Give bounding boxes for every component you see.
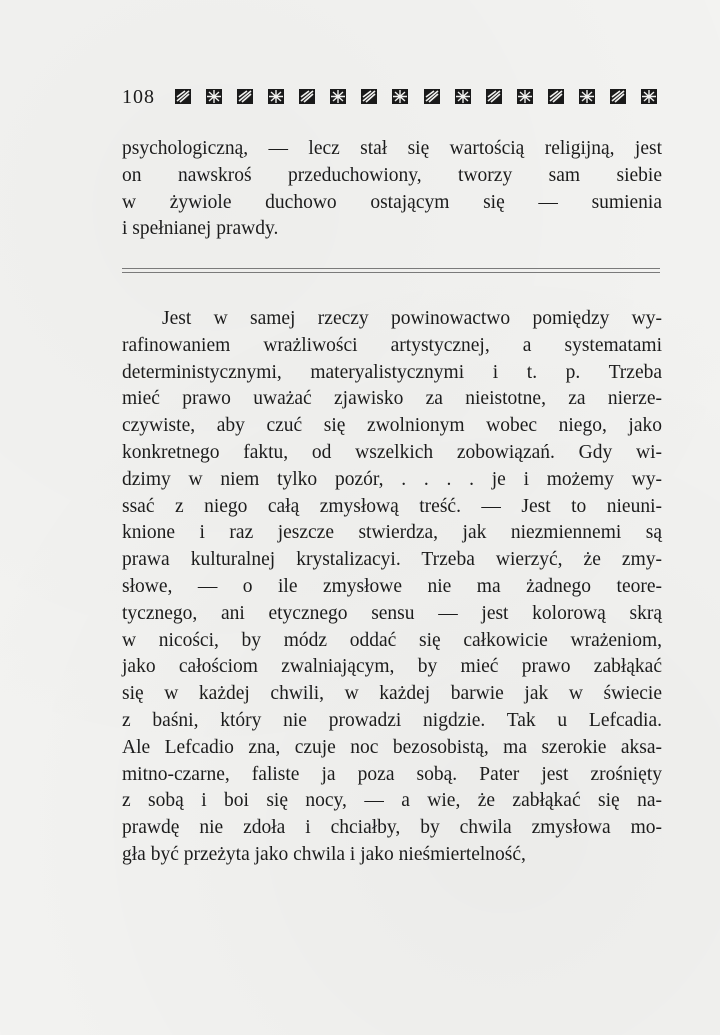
text-line: dzimy w niem tylko pozór, . . . . je i możemy wy- bbox=[122, 468, 662, 490]
ornament-icon bbox=[236, 88, 254, 105]
header-ornament-band bbox=[174, 86, 658, 106]
ornament-icon bbox=[485, 88, 503, 105]
ornament-icon bbox=[640, 88, 658, 105]
text-line: z baśni, który nie prowadzi nigdzie. Tak u Lefcadia. bbox=[122, 709, 662, 731]
text-line: jako całościom zwalniającym, by mieć prawo zabłąkać bbox=[122, 656, 662, 678]
text-line: on nawskroś przeduchowiony, tworzy sam siebie bbox=[122, 164, 662, 186]
text-line: słowe, — o ile zmysłowe nie ma żadnego teore- bbox=[122, 575, 662, 597]
text-line: konkretnego faktu, od wszelkich zobowiązań. Gdy wi- bbox=[122, 441, 662, 463]
ornament-icon bbox=[547, 88, 565, 105]
ornament-icon bbox=[298, 88, 316, 105]
text-line: prawdę nie zdoła i chciałby, by chwila zmysłowa mo- bbox=[122, 817, 662, 839]
text-line: i spełnianej prawdy. bbox=[122, 218, 279, 240]
text-line: psychologiczną, — lecz stał się wartością religijną, jest bbox=[122, 138, 662, 159]
text-line: knione i raz jeszcze stwierdza, jak niezmiennemi są bbox=[122, 522, 662, 544]
text-line: z sobą i boi się nocy, — a wie, że zabłąkać się na- bbox=[122, 790, 662, 812]
text-line: prawa kulturalnej krystalizacyi. Trzeba wierzyć, że zmy- bbox=[122, 549, 662, 571]
ornament-icon bbox=[205, 88, 223, 105]
ornament-icon bbox=[174, 88, 192, 105]
text-line: mitno-czarne, faliste ja poza sobą. Pater jest zrośnięty bbox=[122, 763, 662, 785]
body-paragraph bbox=[122, 306, 662, 869]
ornament-icon bbox=[578, 88, 596, 105]
text-line: w nicości, by módz oddać się całkowicie wrażeniom, bbox=[122, 629, 662, 651]
ornament-icon bbox=[423, 88, 441, 105]
text-line: Jest w samej rzeczy powinowactwo pomiędzy wy- bbox=[162, 308, 662, 329]
ornament-icon bbox=[454, 88, 472, 105]
ornament-icon bbox=[391, 88, 409, 105]
text-line: rafinowaniem wrażliwości artystycznej, a systematami bbox=[122, 334, 662, 356]
ornament-icon bbox=[329, 88, 347, 105]
ornament-icon bbox=[609, 88, 627, 105]
page-number: 108 bbox=[122, 86, 155, 108]
text-line: tycznego, ani etycznego sensu — jest kolorową skrą bbox=[122, 602, 662, 624]
divider-rule-top bbox=[122, 268, 660, 269]
divider-rule-bottom bbox=[122, 272, 660, 273]
text-line: w żywiole duchowo ostającym się — sumienia bbox=[122, 191, 662, 213]
page-header bbox=[122, 82, 662, 112]
text-line: Ale Lefcadio zna, czuje noc bezosobistą, ma szerokie aksa- bbox=[122, 736, 662, 758]
text-line: się w każdej chwili, w każdej barwie jak w świecie bbox=[122, 683, 662, 705]
text-line: gła być przeżyta jako chwila i jako nieśmiertelność, bbox=[122, 843, 526, 865]
ornament-icon bbox=[360, 88, 378, 105]
text-line: mieć prawo uważać zjawisko za nieistotne, za nierze- bbox=[122, 388, 662, 410]
ornament-icon bbox=[516, 88, 534, 105]
text-line: czywiste, aby czuć się zwolnionym wobec niego, jako bbox=[122, 415, 662, 437]
text-line: deterministycznymi, materyalistycznymi i t. p. Trzeba bbox=[122, 361, 662, 383]
ornament-icon bbox=[267, 88, 285, 105]
text-line: ssać z niego całą zmysłową treść. — Jest to nieuni- bbox=[122, 495, 662, 517]
intro-paragraph bbox=[122, 136, 662, 243]
section-divider bbox=[122, 268, 660, 276]
